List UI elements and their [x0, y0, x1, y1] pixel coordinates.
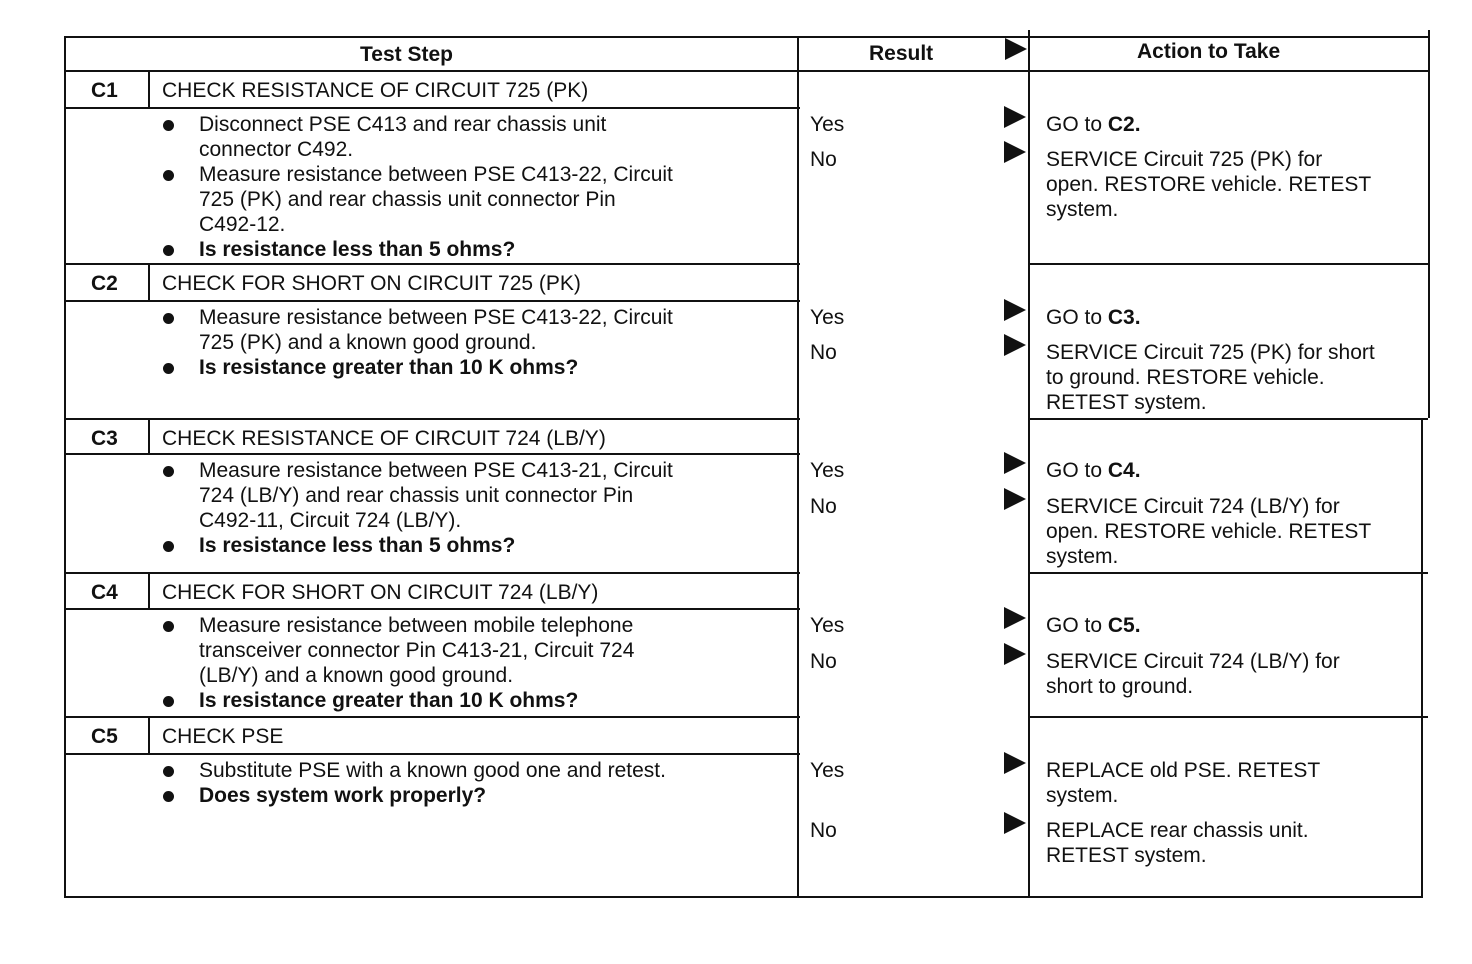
action-text — [1046, 674, 1193, 699]
result-no: No — [810, 341, 837, 364]
action-fragment: SERVICE Circuit 725 (PK) for short — [1046, 341, 1375, 364]
step-id-divider — [148, 716, 150, 753]
action-fragment: GO to — [1046, 306, 1108, 329]
step-instruction: 725 (PK) and rear chassis unit connector Pin — [199, 188, 616, 211]
action-text — [1046, 494, 1340, 519]
action-fragment: GO to — [1046, 113, 1108, 136]
title-separator — [64, 453, 800, 455]
step-id: C2 — [91, 272, 118, 295]
bullet-icon — [163, 245, 174, 256]
step-instruction: C492-12. — [199, 213, 286, 236]
action-step-ref: C3. — [1107, 306, 1141, 329]
result-arrow-icon — [1004, 334, 1026, 356]
action-fragment: SERVICE Circuit 724 (LB/Y) for — [1046, 495, 1340, 518]
action-text — [1046, 172, 1371, 197]
header-result: Result — [869, 42, 934, 65]
action-text — [1046, 843, 1207, 868]
action-text — [1046, 613, 1141, 638]
action-text — [1046, 649, 1340, 674]
action-text — [1046, 818, 1309, 843]
header-separator — [64, 70, 1430, 72]
result-arrow-icon — [1004, 488, 1026, 510]
header-arrow-icon — [1005, 38, 1027, 60]
step-instruction: Does system work properly? — [199, 784, 487, 807]
step-title: CHECK PSE — [162, 725, 284, 748]
step-instruction: C492-11, Circuit 724 (LB/Y). — [199, 509, 462, 532]
action-row-separator — [1028, 263, 1428, 265]
action-fragment: short to ground. — [1046, 675, 1194, 698]
action-step-ref: C4. — [1107, 459, 1141, 482]
header-test-step: Test Step — [360, 43, 453, 66]
step-instruction: Measure resistance between PSE C413-22, Circuit — [199, 306, 673, 329]
action-fragment: REPLACE rear chassis unit. — [1046, 819, 1309, 842]
action-column-divider — [1028, 30, 1030, 898]
action-text — [1046, 147, 1322, 172]
result-yes: Yes — [810, 459, 845, 482]
bullet-icon — [163, 363, 174, 374]
step-instruction: Measure resistance between mobile telephone — [199, 614, 634, 637]
bullet-icon — [163, 313, 174, 324]
step-instruction: transceiver connector Pin C413-21, Circuit 724 — [199, 639, 635, 662]
table-right-border-upper — [1428, 30, 1430, 418]
row-separator — [64, 263, 800, 265]
result-no: No — [810, 650, 837, 673]
action-fragment: open. RESTORE vehicle. RETEST — [1046, 173, 1372, 196]
action-text — [1046, 544, 1118, 569]
table-left-border — [64, 36, 66, 898]
result-arrow-icon — [1004, 452, 1026, 474]
step-instruction: Measure resistance between PSE C413-22, Circuit — [199, 163, 673, 186]
action-text — [1046, 197, 1118, 222]
result-arrow-icon — [1004, 643, 1026, 665]
result-arrow-icon — [1004, 752, 1026, 774]
result-no: No — [810, 819, 837, 842]
action-text — [1046, 340, 1375, 365]
result-arrow-icon — [1004, 812, 1026, 834]
action-text — [1046, 758, 1320, 783]
action-text — [1046, 112, 1141, 137]
step-id: C1 — [91, 79, 118, 102]
step-instruction: (LB/Y) and a known good ground. — [199, 664, 514, 687]
result-yes: Yes — [810, 614, 845, 637]
row-separator — [64, 418, 800, 420]
action-fragment: GO to — [1046, 459, 1108, 482]
step-id: C5 — [91, 725, 118, 748]
action-text — [1046, 365, 1325, 390]
result-column-divider — [797, 36, 799, 898]
table-top-border — [64, 36, 1430, 38]
bullet-icon — [163, 791, 174, 802]
bullet-icon — [163, 170, 174, 181]
title-separator — [64, 753, 800, 755]
step-instruction: 725 (PK) and a known good ground. — [199, 331, 537, 354]
action-row-separator — [1028, 716, 1428, 718]
step-instruction: connector C492. — [199, 138, 354, 161]
bullet-icon — [163, 766, 174, 777]
step-title: CHECK RESISTANCE OF CIRCUIT 724 (LB/Y) — [162, 427, 606, 450]
step-instruction: Disconnect PSE C413 and rear chassis unit — [199, 113, 607, 136]
action-fragment: REPLACE old PSE. RETEST — [1046, 759, 1321, 782]
action-fragment: open. RESTORE vehicle. RETEST — [1046, 520, 1372, 543]
action-fragment: system. — [1046, 545, 1119, 568]
action-text — [1046, 458, 1141, 483]
step-id-divider — [148, 263, 150, 300]
step-instruction: Is resistance less than 5 ohms? — [199, 534, 516, 557]
title-separator — [64, 107, 800, 109]
result-no: No — [810, 148, 837, 171]
action-fragment: system. — [1046, 198, 1119, 221]
row-separator — [64, 716, 800, 718]
action-row-separator — [1028, 418, 1428, 420]
header-action: Action to Take — [1137, 40, 1281, 63]
step-instruction: 724 (LB/Y) and rear chassis unit connector Pin — [199, 484, 634, 507]
step-id-divider — [148, 70, 150, 107]
table-right-border-lower — [1421, 418, 1423, 898]
step-instruction: Is resistance greater than 10 K ohms? — [199, 356, 579, 379]
result-no: No — [810, 495, 837, 518]
step-title: CHECK FOR SHORT ON CIRCUIT 724 (LB/Y) — [162, 581, 599, 604]
step-title: CHECK RESISTANCE OF CIRCUIT 725 (PK) — [162, 79, 589, 102]
step-instruction: Measure resistance between PSE C413-21, Circuit — [199, 459, 673, 482]
bullet-icon — [163, 541, 174, 552]
row-separator — [64, 572, 800, 574]
action-step-ref: C2. — [1107, 113, 1141, 136]
step-title: CHECK FOR SHORT ON CIRCUIT 725 (PK) — [162, 272, 581, 295]
action-text — [1046, 783, 1118, 808]
action-text — [1046, 390, 1207, 415]
result-arrow-icon — [1004, 141, 1026, 163]
action-fragment: SERVICE Circuit 725 (PK) for — [1046, 148, 1323, 171]
result-yes: Yes — [810, 113, 845, 136]
bullet-icon — [163, 696, 174, 707]
step-instruction: Is resistance greater than 10 K ohms? — [199, 689, 579, 712]
bullet-icon — [163, 621, 174, 632]
table-bottom-border — [64, 896, 1423, 898]
title-separator — [64, 300, 800, 302]
action-fragment: system. — [1046, 784, 1119, 807]
action-fragment: RETEST system. — [1046, 844, 1207, 867]
result-arrow-icon — [1004, 299, 1026, 321]
step-id: C3 — [91, 427, 118, 450]
action-step-ref: C5. — [1107, 614, 1141, 637]
bullet-icon — [163, 466, 174, 477]
action-fragment: GO to — [1046, 614, 1108, 637]
action-row-separator — [1028, 572, 1428, 574]
result-arrow-icon — [1004, 607, 1026, 629]
action-fragment: RETEST system. — [1046, 391, 1207, 414]
action-fragment: to ground. RESTORE vehicle. — [1046, 366, 1325, 389]
action-text — [1046, 305, 1141, 330]
action-fragment: SERVICE Circuit 724 (LB/Y) for — [1046, 650, 1340, 673]
result-arrow-icon — [1004, 106, 1026, 128]
title-separator — [64, 608, 800, 610]
step-instruction: Substitute PSE with a known good one and retest. — [199, 759, 666, 782]
result-yes: Yes — [810, 306, 845, 329]
step-id: C4 — [91, 581, 118, 604]
result-yes: Yes — [810, 759, 845, 782]
action-text — [1046, 519, 1371, 544]
step-id-divider — [148, 418, 150, 453]
step-id-divider — [148, 572, 150, 608]
bullet-icon — [163, 120, 174, 131]
step-instruction: Is resistance less than 5 ohms? — [199, 238, 516, 261]
